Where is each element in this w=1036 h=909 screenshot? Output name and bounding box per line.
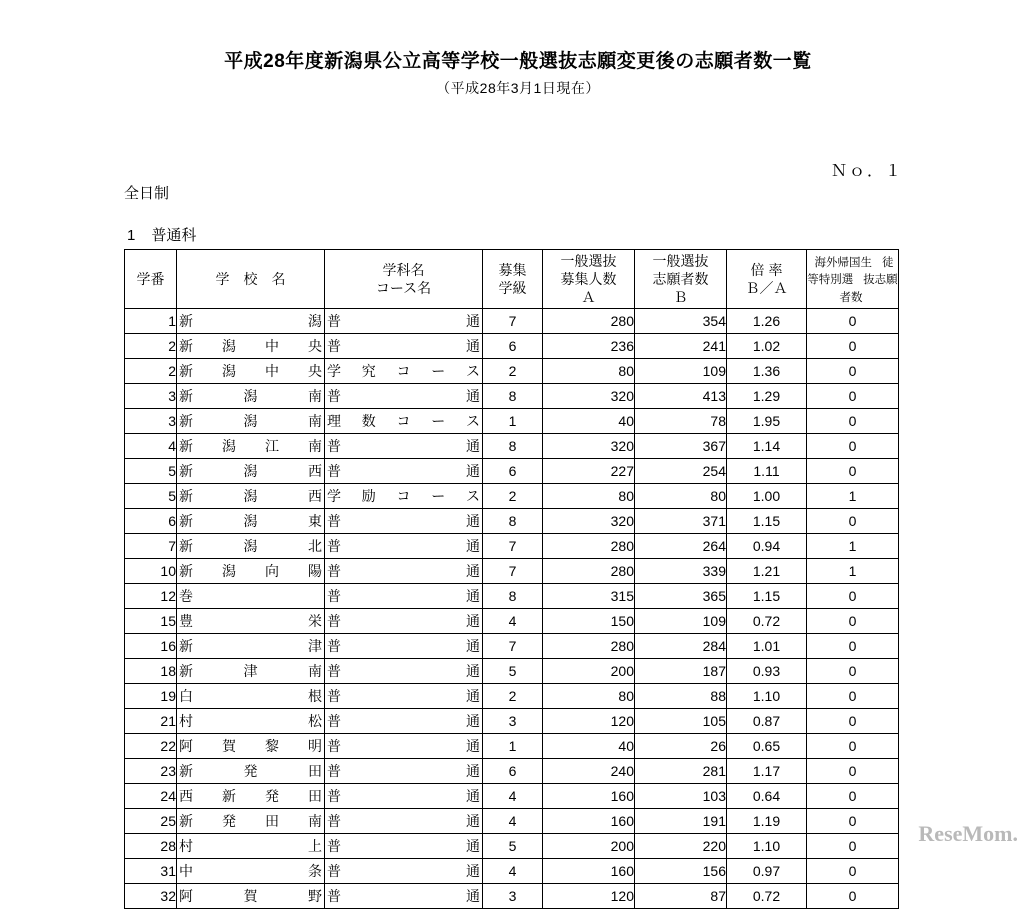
cell-overseas: 0 <box>807 334 899 359</box>
cell-school-name: 新 潟 北 <box>177 534 325 559</box>
cell-ratio: 0.65 <box>727 734 807 759</box>
table-row <box>125 484 899 509</box>
cell-general-applicants: 105 <box>635 709 727 734</box>
header-course-name <box>325 250 483 309</box>
cell-overseas: 0 <box>807 459 899 484</box>
table-row <box>125 859 899 884</box>
cell-ratio: 0.97 <box>727 859 807 884</box>
cell-course-name: 普 通 <box>325 609 483 634</box>
table-row <box>125 834 899 859</box>
cell-capacity-classes: 5 <box>483 659 543 684</box>
cell-capacity-classes: 2 <box>483 484 543 509</box>
cell-overseas: 0 <box>807 734 899 759</box>
header-course-line2: コース名 <box>375 280 432 296</box>
cell-overseas: 0 <box>807 584 899 609</box>
cell-capacity-classes: 7 <box>483 559 543 584</box>
cell-general-capacity: 120 <box>543 884 635 909</box>
header-ratio-char1: 倍 <box>750 261 765 278</box>
cell-gakuban: 18 <box>125 659 177 684</box>
table-row <box>125 509 899 534</box>
cell-overseas: 0 <box>807 409 899 434</box>
cell-overseas: 1 <box>807 559 899 584</box>
cell-ratio: 1.02 <box>727 334 807 359</box>
cell-course-name: 普 通 <box>325 759 483 784</box>
cell-overseas: 0 <box>807 659 899 684</box>
section-number: 1 <box>127 227 136 244</box>
table-row <box>125 784 899 809</box>
section-label: 普通科 <box>151 227 197 244</box>
cell-overseas: 1 <box>807 484 899 509</box>
cell-general-capacity: 40 <box>543 734 635 759</box>
cell-ratio: 1.19 <box>727 809 807 834</box>
cell-general-capacity: 200 <box>543 834 635 859</box>
cell-course-name: 普 通 <box>325 784 483 809</box>
cell-general-capacity: 315 <box>543 584 635 609</box>
cell-gakuban: 24 <box>125 784 177 809</box>
cell-general-applicants: 109 <box>635 609 727 634</box>
cell-general-applicants: 241 <box>635 334 727 359</box>
cell-ratio: 0.93 <box>727 659 807 684</box>
cell-capacity-classes: 3 <box>483 709 543 734</box>
cell-gakuban: 23 <box>125 759 177 784</box>
cell-capacity-classes: 4 <box>483 784 543 809</box>
cell-school-name: 新 潟 中 央 <box>177 334 325 359</box>
cell-school-name: 新 津 <box>177 634 325 659</box>
cell-capacity-classes: 6 <box>483 334 543 359</box>
cell-school-name: 村 上 <box>177 834 325 859</box>
cell-school-name: 中 条 <box>177 859 325 884</box>
header-overseas-line3: 抜志願者数 <box>839 274 898 304</box>
cell-ratio: 0.72 <box>727 884 807 909</box>
cell-course-name: 理 数 コ ー ス <box>325 409 483 434</box>
header-a-line1: 一般選抜 <box>560 252 617 269</box>
cell-general-applicants: 354 <box>635 309 727 334</box>
cell-gakuban: 3 <box>125 384 177 409</box>
cell-overseas: 0 <box>807 859 899 884</box>
cell-gakuban: 2 <box>125 334 177 359</box>
header-capacity-line2: 学級 <box>498 280 527 296</box>
cell-gakuban: 5 <box>125 484 177 509</box>
table-row <box>125 409 899 434</box>
cell-capacity-classes: 4 <box>483 809 543 834</box>
cell-ratio: 1.14 <box>727 434 807 459</box>
cell-capacity-classes: 5 <box>483 834 543 859</box>
table-row <box>125 384 899 409</box>
header-general-applicants-b <box>635 250 727 309</box>
cell-gakuban: 31 <box>125 859 177 884</box>
cell-general-capacity: 240 <box>543 759 635 784</box>
header-ratio <box>727 250 807 309</box>
cell-general-applicants: 26 <box>635 734 727 759</box>
table-row <box>125 734 899 759</box>
cell-course-name: 普 通 <box>325 734 483 759</box>
cell-school-name: 阿 賀 黎 明 <box>177 734 325 759</box>
header-ratio-formula: Ｂ／Ａ <box>745 280 788 296</box>
header-b-line3: Ｂ <box>673 289 688 306</box>
table-row <box>125 609 899 634</box>
cell-general-capacity: 280 <box>543 534 635 559</box>
header-overseas-line2: 徒等特別選 <box>807 256 894 287</box>
cell-general-applicants: 88 <box>635 684 727 709</box>
cell-ratio: 1.26 <box>727 309 807 334</box>
table-row <box>125 659 899 684</box>
cell-school-name: 新 潟 江 南 <box>177 434 325 459</box>
cell-overseas: 1 <box>807 534 899 559</box>
cell-ratio: 1.95 <box>727 409 807 434</box>
cell-course-name: 普 通 <box>325 434 483 459</box>
cell-ratio: 1.11 <box>727 459 807 484</box>
cell-course-name: 普 通 <box>325 584 483 609</box>
cell-gakuban: 6 <box>125 509 177 534</box>
cell-general-applicants: 413 <box>635 384 727 409</box>
cell-general-applicants: 80 <box>635 484 727 509</box>
cell-general-capacity: 320 <box>543 434 635 459</box>
cell-general-applicants: 220 <box>635 834 727 859</box>
cell-overseas: 0 <box>807 684 899 709</box>
cell-capacity-classes: 8 <box>483 584 543 609</box>
cell-general-capacity: 236 <box>543 334 635 359</box>
cell-general-capacity: 227 <box>543 459 635 484</box>
table-row <box>125 684 899 709</box>
header-general-capacity-a <box>543 250 635 309</box>
cell-general-applicants: 191 <box>635 809 727 834</box>
cell-gakuban: 16 <box>125 634 177 659</box>
table-row <box>125 809 899 834</box>
cell-general-applicants: 367 <box>635 434 727 459</box>
cell-capacity-classes: 8 <box>483 384 543 409</box>
cell-course-name: 学 励 コ ー ス <box>325 484 483 509</box>
cell-general-capacity: 160 <box>543 809 635 834</box>
header-a-line3: Ａ <box>581 289 596 306</box>
cell-overseas: 0 <box>807 384 899 409</box>
cell-gakuban: 1 <box>125 309 177 334</box>
cell-school-name: 新 発 田 南 <box>177 809 325 834</box>
cell-gakuban: 4 <box>125 434 177 459</box>
table-row <box>125 584 899 609</box>
cell-capacity-classes: 3 <box>483 884 543 909</box>
cell-general-applicants: 339 <box>635 559 727 584</box>
cell-general-capacity: 320 <box>543 509 635 534</box>
cell-general-capacity: 120 <box>543 709 635 734</box>
table-row <box>125 309 899 334</box>
cell-general-capacity: 80 <box>543 484 635 509</box>
cell-general-applicants: 103 <box>635 784 727 809</box>
cell-school-name: 新 潟 南 <box>177 384 325 409</box>
cell-capacity-classes: 1 <box>483 409 543 434</box>
header-b-line1: 一般選抜 <box>652 252 709 269</box>
cell-general-applicants: 109 <box>635 359 727 384</box>
cell-general-capacity: 160 <box>543 859 635 884</box>
cell-general-capacity: 200 <box>543 659 635 684</box>
cell-school-name: 豊 栄 <box>177 609 325 634</box>
cell-capacity-classes: 4 <box>483 859 543 884</box>
cell-school-name: 新 潟 向 陽 <box>177 559 325 584</box>
cell-ratio: 1.10 <box>727 834 807 859</box>
cell-general-applicants: 254 <box>635 459 727 484</box>
header-capacity-classes <box>483 250 543 309</box>
cell-school-name: 新 潟 西 <box>177 484 325 509</box>
table-row <box>125 634 899 659</box>
cell-course-name: 普 通 <box>325 309 483 334</box>
applicants-table <box>124 249 899 909</box>
cell-capacity-classes: 7 <box>483 534 543 559</box>
cell-general-applicants: 78 <box>635 409 727 434</box>
cell-course-name: 普 通 <box>325 684 483 709</box>
cell-general-capacity: 40 <box>543 409 635 434</box>
cell-school-name: 白 根 <box>177 684 325 709</box>
cell-general-applicants: 156 <box>635 859 727 884</box>
cell-capacity-classes: 6 <box>483 759 543 784</box>
cell-ratio: 1.36 <box>727 359 807 384</box>
table-row <box>125 534 899 559</box>
table-row <box>125 759 899 784</box>
cell-school-name: 西 新 発 田 <box>177 784 325 809</box>
watermark: ReseMom. <box>918 821 1018 846</box>
cell-ratio: 1.01 <box>727 634 807 659</box>
header-school-name: 学 校 名 <box>177 250 325 309</box>
cell-course-name: 普 通 <box>325 334 483 359</box>
cell-overseas: 0 <box>807 834 899 859</box>
table-row <box>125 459 899 484</box>
cell-general-capacity: 280 <box>543 309 635 334</box>
cell-gakuban: 22 <box>125 734 177 759</box>
cell-school-name: 村 松 <box>177 709 325 734</box>
cell-ratio: 0.87 <box>727 709 807 734</box>
cell-ratio: 1.17 <box>727 759 807 784</box>
header-overseas-line1: 海外帰国生 <box>814 256 873 269</box>
table-row <box>125 884 899 909</box>
cell-gakuban: 5 <box>125 459 177 484</box>
cell-gakuban: 21 <box>125 709 177 734</box>
cell-general-capacity: 150 <box>543 609 635 634</box>
cell-overseas: 0 <box>807 809 899 834</box>
cell-capacity-classes: 4 <box>483 609 543 634</box>
cell-general-capacity: 280 <box>543 559 635 584</box>
cell-general-capacity: 160 <box>543 784 635 809</box>
cell-capacity-classes: 2 <box>483 359 543 384</box>
cell-course-name: 普 通 <box>325 634 483 659</box>
cell-gakuban: 3 <box>125 409 177 434</box>
cell-general-applicants: 264 <box>635 534 727 559</box>
cell-general-capacity: 320 <box>543 384 635 409</box>
cell-gakuban: 12 <box>125 584 177 609</box>
cell-ratio: 0.94 <box>727 534 807 559</box>
cell-course-name: 普 通 <box>325 709 483 734</box>
cell-school-name: 新 潟 中 央 <box>177 359 325 384</box>
page-number: Ｎｏ．１ <box>830 163 903 180</box>
cell-capacity-classes: 8 <box>483 509 543 534</box>
cell-course-name: 普 通 <box>325 509 483 534</box>
cell-overseas: 0 <box>807 759 899 784</box>
cell-school-name: 巻 <box>177 584 325 609</box>
cell-gakuban: 10 <box>125 559 177 584</box>
cell-overseas: 0 <box>807 884 899 909</box>
cell-general-applicants: 365 <box>635 584 727 609</box>
cell-gakuban: 7 <box>125 534 177 559</box>
document-page <box>0 46 1036 904</box>
cell-gakuban: 19 <box>125 684 177 709</box>
cell-general-capacity: 80 <box>543 359 635 384</box>
cell-course-name: 普 通 <box>325 384 483 409</box>
cell-general-applicants: 87 <box>635 884 727 909</box>
table-row <box>125 559 899 584</box>
cell-school-name: 新 発 田 <box>177 759 325 784</box>
cell-overseas: 0 <box>807 634 899 659</box>
cell-overseas: 0 <box>807 434 899 459</box>
cell-general-applicants: 284 <box>635 634 727 659</box>
cell-ratio: 0.64 <box>727 784 807 809</box>
cell-course-name: 普 通 <box>325 859 483 884</box>
cell-capacity-classes: 2 <box>483 684 543 709</box>
header-gakuban: 学番 <box>125 250 177 309</box>
cell-course-name: 学 究 コ ー ス <box>325 359 483 384</box>
cell-gakuban: 2 <box>125 359 177 384</box>
cell-capacity-classes: 7 <box>483 309 543 334</box>
cell-ratio: 1.21 <box>727 559 807 584</box>
table-body <box>125 309 899 909</box>
cell-ratio: 1.00 <box>727 484 807 509</box>
header-overseas-applicants <box>807 250 899 309</box>
cell-course-name: 普 通 <box>325 534 483 559</box>
cell-overseas: 0 <box>807 709 899 734</box>
cell-general-capacity: 280 <box>543 634 635 659</box>
table-row <box>125 709 899 734</box>
cell-general-capacity: 80 <box>543 684 635 709</box>
cell-capacity-classes: 8 <box>483 434 543 459</box>
cell-school-name: 新 潟 西 <box>177 459 325 484</box>
header-a-line2: 募集人数 <box>560 270 617 287</box>
cell-gakuban: 25 <box>125 809 177 834</box>
cell-capacity-classes: 6 <box>483 459 543 484</box>
cell-course-name: 普 通 <box>325 559 483 584</box>
header-ratio-top <box>727 262 806 278</box>
table-row <box>125 359 899 384</box>
school-type-label: 全日制 <box>124 185 170 202</box>
cell-general-applicants: 187 <box>635 659 727 684</box>
cell-course-name: 普 通 <box>325 659 483 684</box>
cell-gakuban: 15 <box>125 609 177 634</box>
cell-school-name: 新 潟 <box>177 309 325 334</box>
cell-gakuban: 28 <box>125 834 177 859</box>
cell-overseas: 0 <box>807 609 899 634</box>
cell-course-name: 普 通 <box>325 809 483 834</box>
cell-overseas: 0 <box>807 309 899 334</box>
cell-school-name: 新 潟 東 <box>177 509 325 534</box>
cell-school-name: 新 潟 南 <box>177 409 325 434</box>
page-subtitle: （平成28年3月1日現在） <box>436 80 600 96</box>
cell-overseas: 0 <box>807 509 899 534</box>
cell-ratio: 1.15 <box>727 584 807 609</box>
table-row <box>125 334 899 359</box>
cell-overseas: 0 <box>807 359 899 384</box>
header-b-line2: 志願者数 <box>652 270 709 287</box>
cell-ratio: 1.10 <box>727 684 807 709</box>
header-capacity-line1: 募集 <box>498 261 527 278</box>
table-row <box>125 434 899 459</box>
cell-capacity-classes: 1 <box>483 734 543 759</box>
table-header-row <box>125 250 899 309</box>
section-heading <box>127 224 196 245</box>
page-title: 平成28年度新潟県公立高等学校一般選抜志願変更後の志願者数一覧 <box>224 51 812 72</box>
cell-ratio: 1.29 <box>727 384 807 409</box>
cell-course-name: 普 通 <box>325 834 483 859</box>
cell-course-name: 普 通 <box>325 459 483 484</box>
cell-school-name: 新 津 南 <box>177 659 325 684</box>
header-ratio-char2: 率 <box>768 261 783 278</box>
cell-gakuban: 32 <box>125 884 177 909</box>
cell-school-name: 阿 賀 野 <box>177 884 325 909</box>
cell-general-applicants: 371 <box>635 509 727 534</box>
cell-ratio: 1.15 <box>727 509 807 534</box>
cell-ratio: 0.72 <box>727 609 807 634</box>
cell-overseas: 0 <box>807 784 899 809</box>
cell-course-name: 普 通 <box>325 884 483 909</box>
header-course-line1: 学科名 <box>382 261 425 278</box>
title-block <box>0 46 1036 98</box>
cell-capacity-classes: 7 <box>483 634 543 659</box>
cell-general-applicants: 281 <box>635 759 727 784</box>
